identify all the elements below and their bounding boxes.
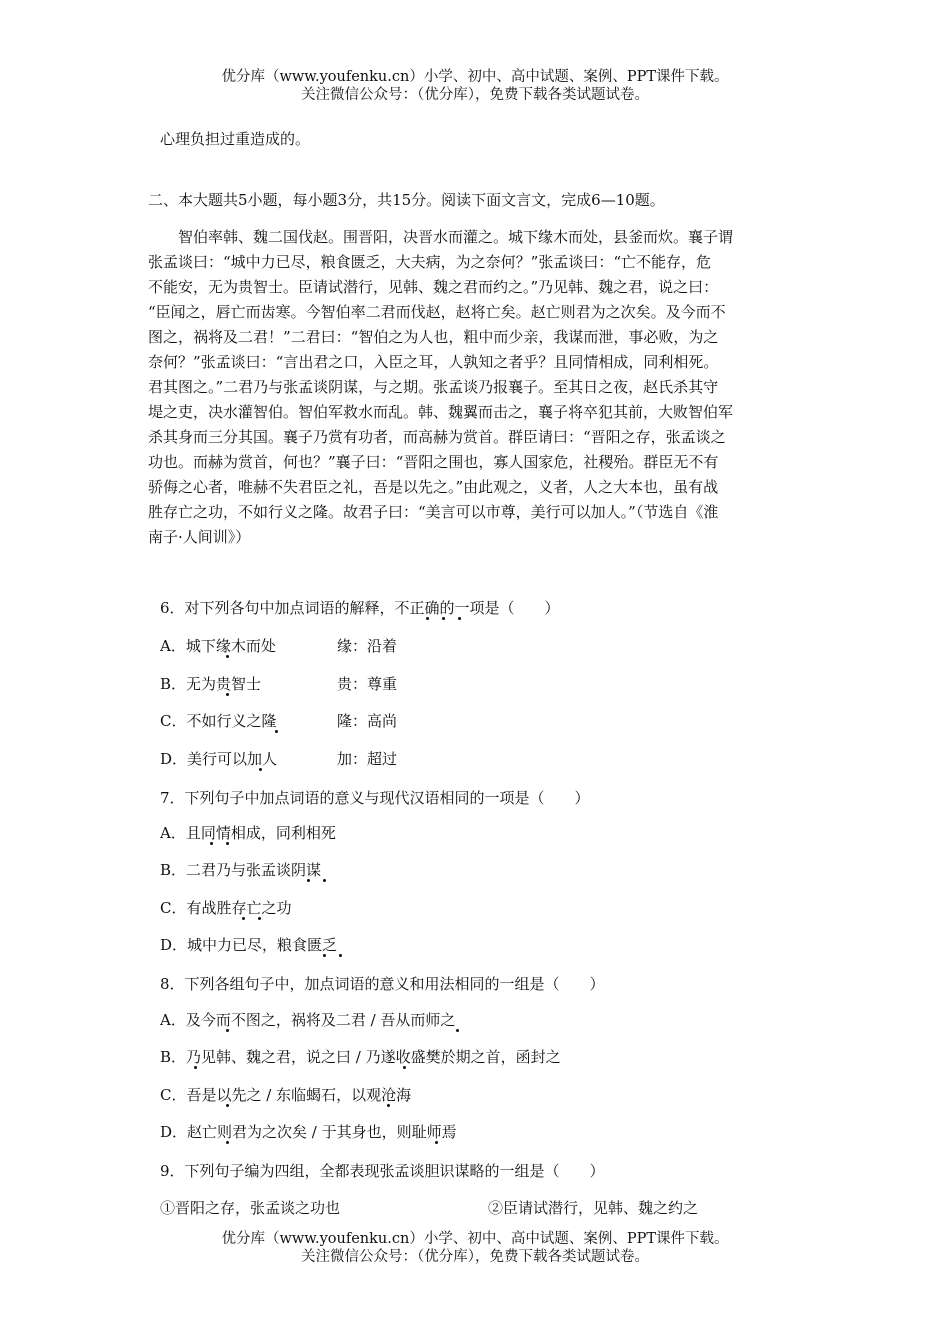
question-7-option-d: D．城中力已尽，粮食匮乏 xyxy=(160,936,338,954)
emphasis-dot xyxy=(275,730,278,733)
option-gloss: 缘：沿着 xyxy=(337,637,398,655)
emphasis-dot xyxy=(456,1029,459,1032)
carryover-text: 心理负担过重造成的。 xyxy=(160,130,311,148)
emphasis-dot xyxy=(458,617,461,620)
question-6-option-b xyxy=(160,673,398,694)
section-title: 二、本大题共5小题，每小题3分，共15分。阅读下面文言文，完成6—10题。 xyxy=(148,191,665,209)
emphasis-dot xyxy=(226,655,229,658)
option-text: D．美行可以加人 xyxy=(160,750,278,768)
emphasis-dot xyxy=(442,617,445,620)
emphasis-dot xyxy=(323,879,326,882)
option-gloss: 隆：高尚 xyxy=(337,712,398,730)
emphasis-dot xyxy=(339,954,342,957)
emphasis-dot xyxy=(323,954,326,957)
question-9-item-1: ①晋阳之存，张孟谈之功也 xyxy=(160,1199,341,1217)
emphasis-dot xyxy=(226,693,229,696)
passage-line: 杀其身而三分其国。襄子乃赏有功者，而高赫为赏首。群臣请曰：“晋阳之存，张孟谈之 xyxy=(148,428,726,446)
emphasis-dot xyxy=(403,1066,406,1069)
page-footer xyxy=(0,1230,950,1266)
question-8-option-b: B．乃见韩、魏之君，说之曰 / 乃遂收盛樊於期之首，函封之 xyxy=(160,1048,561,1066)
passage-line: 奈何？”张孟谈曰：“言出君之口，入臣之耳，人孰知之者乎？且同情相成，同利相死。 xyxy=(148,353,719,371)
emphasis-dot xyxy=(226,842,229,845)
question-6-option-c xyxy=(160,710,398,731)
emphasis-dot xyxy=(226,1141,229,1144)
emphasis-dot xyxy=(210,842,213,845)
option-gloss: 加：超过 xyxy=(337,750,398,768)
question-8-option-c: C．吾是以先之 / 东临蝎石，以观沧海 xyxy=(160,1086,412,1104)
question-7-option-c: C．有战胜存亡之功 xyxy=(160,899,292,917)
emphasis-dot xyxy=(435,1141,438,1144)
emphasis-dot xyxy=(259,768,262,771)
question-6-option-d xyxy=(160,748,398,769)
passage-line: 智伯率韩、魏二国伐赵。围晋阳，决晋水而灌之。城下缘木而处，县釜而炊。襄子谓 xyxy=(148,228,734,246)
question-7-option-a: A．且同情相成，同利相死 xyxy=(160,824,336,842)
question-7-option-b: B．二君乃与张孟谈阴谋 xyxy=(160,861,322,879)
question-7-stem: 7．下列句子中加点词语的意义与现代汉语相同的一项是（ ） xyxy=(160,789,590,807)
classical-passage xyxy=(148,225,812,550)
header-line-2: 关注微信公众号：（优分库），免费下载各类试题试卷。 xyxy=(301,87,649,103)
question-9-stem: 9．下列句子编为四组，全都表现张孟谈胆识谋略的一组是（ ） xyxy=(160,1162,605,1180)
passage-line: 堤之吏，决水灌智伯。智伯军救水而乱。韩、魏翼而击之，襄子将卒犯其前，大败智伯军 xyxy=(148,403,734,421)
question-6-stem: 6．对下列各句中加点词语的解释，不正确的一项是（ ） xyxy=(160,599,560,617)
emphasis-dot xyxy=(194,1066,197,1069)
footer-line-1: 优分库（www.youfenku.cn）小学、初中、高中试题、案例、PPT课件下载。 xyxy=(221,1231,729,1247)
emphasis-dot xyxy=(226,1029,229,1032)
emphasis-dot xyxy=(242,917,245,920)
passage-line: 张孟谈曰：“城中力已尽，粮食匮乏，大夫病，为之奈何？”张孟谈曰：“亡不能存，危 xyxy=(148,253,712,271)
question-9-item-2: ②臣请试潜行，见韩、魏之约之 xyxy=(488,1199,699,1217)
option-text: A．城下缘木而处 xyxy=(160,637,276,655)
question-6-option-a xyxy=(160,635,398,656)
passage-line: 骄侮之心者，唯赫不失君臣之礼，吾是以先之。”由此观之，义者，人之大本也，虽有战 xyxy=(148,478,719,496)
passage-line: 功也。而赫为赏首，何也？”襄子曰：“晋阳之围也，寡人国家危，社稷殆。群臣无不有 xyxy=(148,453,719,471)
emphasis-dot xyxy=(387,1104,390,1107)
emphasis-dot xyxy=(258,917,261,920)
option-gloss: 贵：尊重 xyxy=(337,675,398,693)
passage-line: 南子·人间训》） xyxy=(148,528,251,546)
passage-line: 君其图之。”二君乃与张孟谈阴谋，与之期。张孟谈乃报襄子。至其日之夜，赵氏杀其守 xyxy=(148,378,719,396)
passage-line: 胜存亡之功，不如行义之隆。故君子曰：“美言可以市尊，美行可以加人。”（节选自《淮 xyxy=(148,503,719,521)
passage-line: 图之，祸将及二君！”二君曰：“智伯之为人也，粗中而少亲，我谋而泄，事必败，为之 xyxy=(148,328,719,346)
option-text: B．无为贵智士 xyxy=(160,675,262,693)
question-8-option-a: A．及今而不图之，祸将及二君 / 吾从而师之 xyxy=(160,1011,456,1029)
header-line-1: 优分库（www.youfenku.cn）小学、初中、高中试题、案例、PPT课件下载。 xyxy=(221,69,729,85)
option-text: C．不如行义之隆 xyxy=(160,712,277,730)
question-8-option-d: D．赵亡则君为之次矣 / 于其身也，则耻师焉 xyxy=(160,1123,457,1141)
passage-line: 不能安，无为贵智士。臣请试潜行，见韩、魏之君而约之。”乃见韩、魏之君，说之曰： xyxy=(148,278,719,296)
emphasis-dot xyxy=(426,617,429,620)
passage-line: “臣闻之，唇亡而齿寒。今智伯率二君而伐赵，赵将亡矣。赵亡则君为之次矣。及今而不 xyxy=(148,303,726,321)
emphasis-dot xyxy=(226,1104,229,1107)
page-header xyxy=(0,68,950,104)
footer-line-2: 关注微信公众号：（优分库），免费下载各类试题试卷。 xyxy=(301,1249,649,1265)
emphasis-dot xyxy=(307,879,310,882)
question-8-stem: 8．下列各组句子中，加点词语的意义和用法相同的一组是（ ） xyxy=(160,975,605,993)
